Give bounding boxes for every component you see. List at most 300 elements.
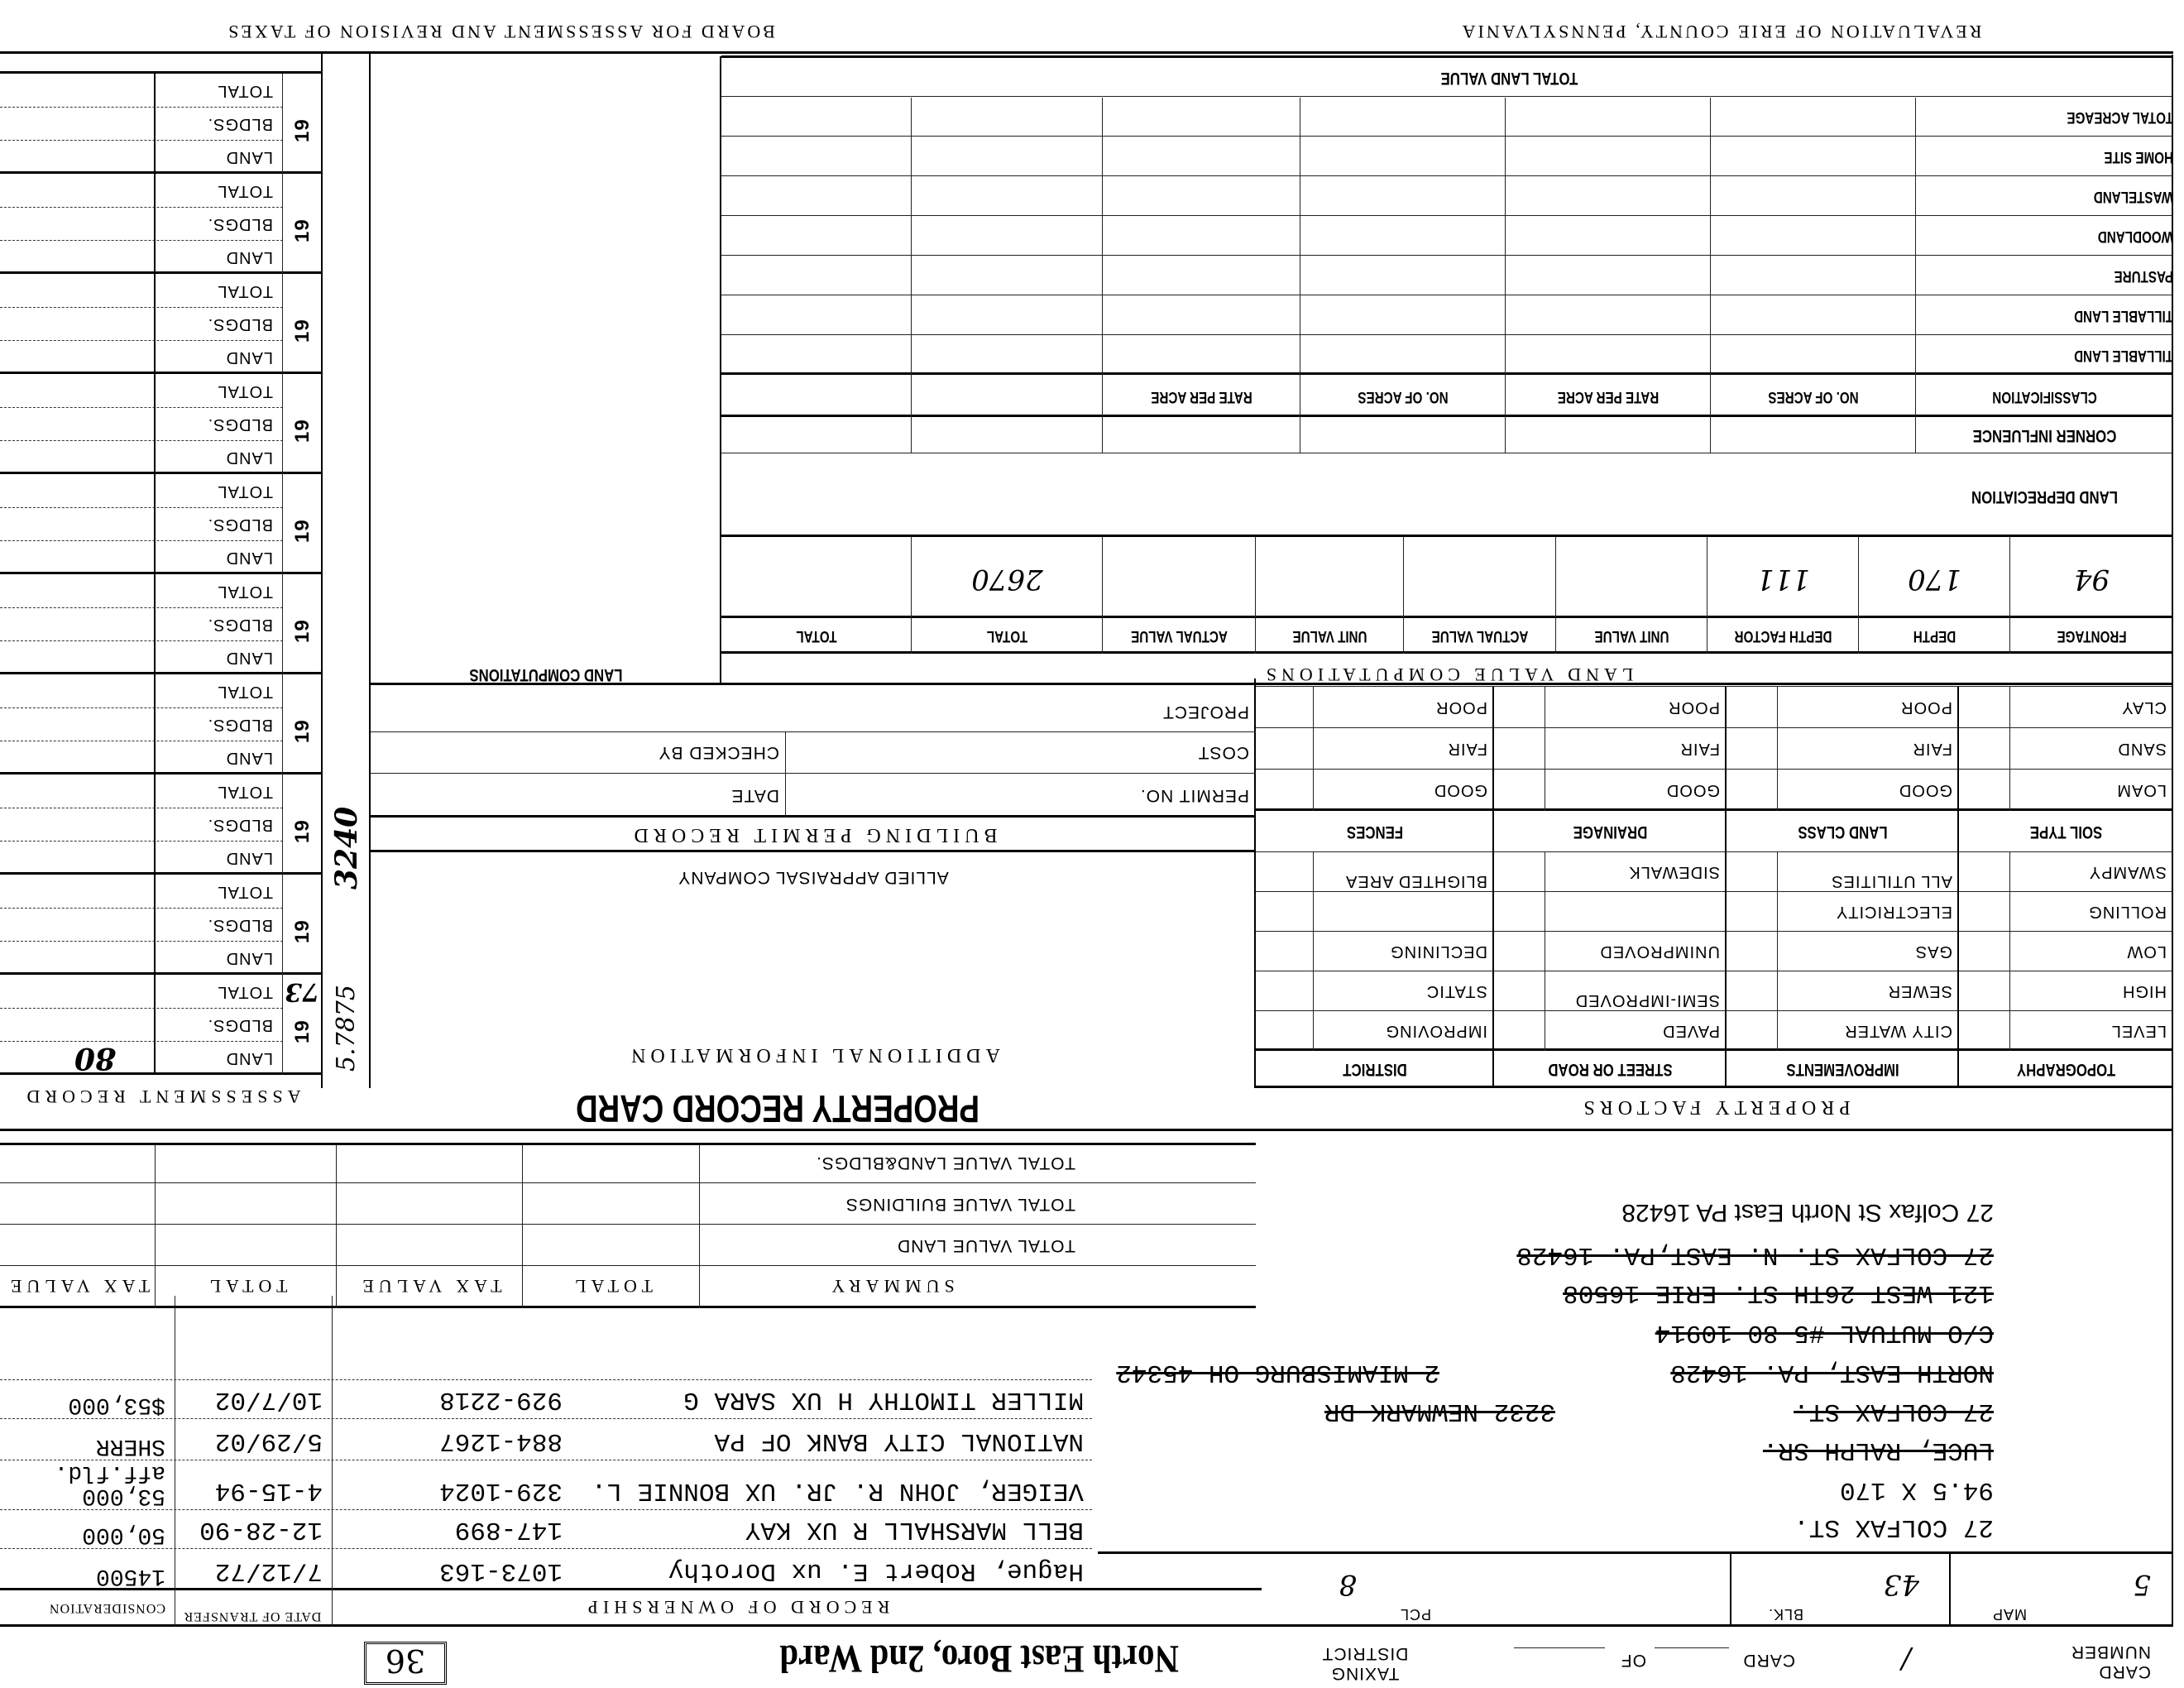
land-value-header: TOTAL <box>986 627 1028 645</box>
factor-checkbox[interactable] <box>1959 892 2010 932</box>
assessment-row-label: TOTAL <box>217 482 273 501</box>
factor-option: POOR <box>1900 698 1952 717</box>
land-depreciation-label: LAND DEPRECIATION <box>1971 487 2119 506</box>
assessment-value-cell[interactable] <box>0 375 156 408</box>
factor-option: DECLINING <box>1390 942 1487 961</box>
assessment-handwritten: 3240 <box>329 806 364 890</box>
land-value-entry <box>1412 546 1548 612</box>
classification-row-label: TILLABLE LAND <box>2074 347 2173 364</box>
assessment-row-label: TOTAL <box>217 883 273 901</box>
assessment-year-prefix: 19 <box>291 1019 314 1043</box>
property-factors-title: PROPERTY FACTORS <box>1578 1096 1851 1118</box>
land-value-title: LAND VALUE COMPUTATIONS <box>1261 664 1634 685</box>
consideration: 50,000 <box>82 1522 165 1547</box>
assessment-year-prefix: 19 <box>291 419 314 443</box>
factor-checkbox[interactable] <box>1727 687 1778 728</box>
factor-checkbox[interactable] <box>1727 932 1778 971</box>
factor-option: STATIC <box>1425 982 1487 1000</box>
rule-line <box>0 1509 1092 1510</box>
factor-option: SWAMPY <box>2088 863 2167 881</box>
assessment-value-cell[interactable] <box>0 675 156 708</box>
factor-option: GOOD <box>1898 781 1952 799</box>
checked-by-label: CHECKED BY <box>658 743 779 762</box>
assessment-handwritten: 73 <box>285 977 319 1006</box>
deed-book-page: 147-899 <box>454 1515 563 1544</box>
card-mark: / <box>1901 1642 1911 1676</box>
land-value-header: ACTUAL VALUE <box>1431 627 1529 645</box>
factor-option: CITY WATER <box>1844 1022 1952 1040</box>
assessment-year-prefix: 19 <box>291 919 314 943</box>
factor-option: FAIR <box>1912 740 1952 758</box>
assessment-row-label: LAND <box>225 1049 273 1067</box>
factor-checkbox[interactable] <box>1727 892 1778 932</box>
factor-checkbox[interactable] <box>1256 971 1314 1011</box>
rule-line <box>371 773 1256 774</box>
assessment-row-label: TOTAL <box>217 282 273 300</box>
assessment-row-label: LAND <box>225 649 273 667</box>
permit-no-label: PERMIT NO. <box>1139 786 1249 805</box>
assessment-value-cell[interactable] <box>0 842 156 875</box>
assessment-value-cell[interactable] <box>0 208 156 241</box>
rule-line <box>2009 537 2010 654</box>
rule-line <box>369 54 371 1088</box>
factor-option: ALL UTILITIES <box>1831 872 1952 890</box>
rule-line <box>321 54 323 1088</box>
assessment-value-cell[interactable] <box>0 808 156 842</box>
factor-option: POOR <box>1668 698 1720 717</box>
deed-book-page: 329-1024 <box>439 1476 563 1505</box>
assessment-value-cell[interactable] <box>0 108 156 141</box>
deed-book-page: 884-1267 <box>439 1427 563 1455</box>
assessment-row-label: LAND <box>225 849 273 867</box>
factor-checkbox[interactable] <box>1959 932 2010 971</box>
assessment-row-label: BLDGS. <box>207 716 273 734</box>
rule-line <box>1098 1551 2173 1554</box>
factor-option: GOOD <box>1433 781 1487 799</box>
rule-line <box>0 71 323 74</box>
factor-option: SEMI-IMPROVED <box>1574 991 1720 1009</box>
factor-option: FAIR <box>1447 740 1487 758</box>
factor-checkbox[interactable] <box>1256 728 1314 770</box>
rule-line <box>1514 1647 1605 1648</box>
consideration: 53,000 aff.fld. <box>54 1460 165 1508</box>
rule-line <box>1555 537 1556 654</box>
factor-option: POOR <box>1435 698 1487 717</box>
transfer-date: 5/29/02 <box>214 1427 323 1455</box>
factor-option: LEVEL <box>2110 1022 2167 1040</box>
assessment-value-cell[interactable] <box>0 308 156 341</box>
assessment-row-label: BLDGS. <box>207 315 273 333</box>
assessment-row-label: TOTAL <box>217 182 273 200</box>
factor-header: STREET OR ROAD <box>1548 1060 1673 1079</box>
rule-line <box>2009 687 2010 811</box>
factor-checkbox[interactable] <box>1494 728 1545 770</box>
assessment-value-cell[interactable] <box>0 141 156 174</box>
rule-line <box>282 74 283 1075</box>
rule-line <box>721 255 2173 256</box>
assessment-year-prefix: 19 <box>291 218 314 242</box>
land-value-header: DEPTH FACTOR <box>1734 627 1832 645</box>
rule-line <box>785 732 786 818</box>
classification-header: NO. OF ACRES <box>1768 388 1859 405</box>
pcl-label: PCL <box>1399 1606 1431 1623</box>
assessment-row-label: TOTAL <box>217 382 273 400</box>
rule-line <box>0 1265 1256 1266</box>
rule-line <box>0 1129 2173 1131</box>
summary-col-total: TOTAL <box>570 1276 653 1297</box>
assessment-row-label: TOTAL <box>217 683 273 701</box>
land-value-entry: 2670 <box>971 563 1043 596</box>
rule-line <box>0 51 2173 54</box>
rule-line <box>2009 852 2010 1051</box>
classification-row-label: TOTAL ACREAGE <box>2067 108 2173 126</box>
district-code-box: 36 <box>364 1642 447 1685</box>
factor-checkbox[interactable] <box>1959 770 2010 811</box>
transfer-date: 10/7/02 <box>214 1385 323 1414</box>
factor-header: FENCES <box>1346 822 1404 842</box>
rule-line <box>721 334 2173 335</box>
assessment-row-label: TOTAL <box>217 583 273 601</box>
rule-line <box>0 1418 1092 1419</box>
factor-header: IMPROVEMENTS <box>1786 1060 1899 1079</box>
factor-header: TOPOGRAPHY <box>2016 1060 2116 1079</box>
taxing-district: North East Boro, 2nd Ward <box>779 1637 1179 1681</box>
factor-checkbox[interactable] <box>1494 687 1545 728</box>
factor-checkbox[interactable] <box>1959 1011 2010 1051</box>
land-value-header: FRONTAGE <box>2057 627 2127 645</box>
rule-line <box>1858 537 1859 654</box>
rule-line <box>721 96 2173 97</box>
blk-label: BLK. <box>1767 1606 1803 1623</box>
factor-header: SOIL TYPE <box>2029 822 2103 842</box>
rule-line <box>0 1548 1092 1549</box>
factor-option: SAND <box>2117 740 2167 758</box>
deed-book-page: 1073-163 <box>439 1556 563 1585</box>
rule-line <box>0 1379 1092 1380</box>
assessment-handwritten: 5.7875 <box>332 985 361 1072</box>
owner-address-line: C/O MUTUAL #5-80-10914 <box>1655 1318 1994 1347</box>
transfer-date: 4-15-94 <box>214 1476 323 1505</box>
factor-option: GOOD <box>1665 781 1720 799</box>
assessment-value-cell[interactable] <box>0 74 156 108</box>
consideration: $53,000 <box>68 1392 165 1417</box>
assessment-value-cell[interactable] <box>0 1009 156 1042</box>
rule-line <box>721 372 2173 375</box>
rule-line <box>721 175 2173 176</box>
rule-line <box>154 74 156 1075</box>
assessment-value-cell[interactable] <box>0 175 156 208</box>
factor-checkbox[interactable] <box>1256 852 1314 892</box>
rule-line <box>371 731 1256 732</box>
factor-option: ELECTRICITY <box>1835 903 1952 921</box>
land-value-entry <box>730 546 903 612</box>
assessment-value-cell[interactable] <box>0 608 156 641</box>
rule-line <box>911 537 912 654</box>
assessment-row-label: LAND <box>225 749 273 767</box>
assessment-value-cell[interactable] <box>0 909 156 942</box>
permit-date-label: DATE <box>730 786 779 805</box>
classification-row-label: WOODLAND <box>2097 228 2173 245</box>
factor-option: GAS <box>1914 942 1952 961</box>
owner-name: MILLER TIMOTHY H UX SARA G <box>683 1385 1084 1414</box>
land-value-header: ACTUAL VALUE <box>1131 627 1228 645</box>
land-value-header: DEPTH <box>1913 627 1956 645</box>
factor-checkbox[interactable] <box>1494 932 1545 971</box>
rule-line <box>1957 852 1959 1088</box>
factor-checkbox[interactable] <box>1727 971 1778 1011</box>
assessment-value-cell[interactable] <box>0 241 156 274</box>
rule-line <box>1403 537 1404 654</box>
factor-checkbox[interactable] <box>1256 892 1314 932</box>
factor-checkbox[interactable] <box>1256 687 1314 728</box>
assessment-value-cell[interactable] <box>0 708 156 741</box>
assessment-row-label: TOTAL <box>217 783 273 801</box>
rule-line <box>1313 687 1314 811</box>
blk-value: 43 <box>1883 1568 1919 1601</box>
factor-checkbox[interactable] <box>1959 728 2010 770</box>
factor-checkbox[interactable] <box>1727 728 1778 770</box>
rule-line <box>1492 687 1494 852</box>
rule-line <box>721 55 2173 58</box>
summary-row-label: TOTAL VALUE BUILDINGS <box>845 1195 1075 1214</box>
factor-checkbox[interactable] <box>1494 852 1545 892</box>
assessment-row-label: BLDGS. <box>207 215 273 233</box>
assessment-value-cell[interactable] <box>0 942 156 975</box>
ownership-title: RECORD OF OWNERSHIP <box>582 1597 890 1618</box>
rule-line <box>1777 852 1778 1051</box>
factor-option: PAVED <box>1662 1022 1720 1040</box>
owner-address-line: LUCE, RALPH SR. <box>1762 1436 1994 1465</box>
factor-checkbox[interactable] <box>1959 687 2010 728</box>
rule-line <box>0 1182 1256 1183</box>
assessment-row-label: LAND <box>225 148 273 166</box>
summary-row-label: TOTAL VALUE LAND&BLDGS. <box>816 1153 1075 1172</box>
assessment-year-prefix: 19 <box>291 719 314 743</box>
summary-row-label: TOTAL VALUE LAND <box>897 1236 1075 1255</box>
factor-option: SEWER <box>1887 982 1952 1000</box>
classification-header: RATE PER ACRE <box>1151 388 1252 405</box>
assessment-row-label: LAND <box>225 248 273 266</box>
factor-header: DRAINAGE <box>1573 822 1648 842</box>
owner-address-line: 121 WEST 26TH ST. ERIE 16508 <box>1563 1278 1994 1307</box>
footer-left: REVALUATION OF ERIE COUNTY, PENNSYLVANIA <box>1459 22 1982 42</box>
summary-col-tax-value: TAX VALUE <box>357 1276 502 1297</box>
owner-address-line: 27 COLFAX ST. <box>1794 1397 1994 1426</box>
additional-info-title: ADDITIONAL INFORMATION <box>626 1044 1000 1066</box>
assessment-value-cell[interactable] <box>0 575 156 608</box>
classification-header: NO. OF ACRES <box>1358 388 1449 405</box>
factor-checkbox[interactable] <box>1959 971 2010 1011</box>
land-computations-title: LAND COMPUTATIONS <box>469 665 623 684</box>
assessment-year-prefix: 19 <box>291 819 314 843</box>
rule-line <box>332 1296 333 1627</box>
owner-name: VEIGER, JOHN R. JR. UX BONNIE L. <box>591 1476 1084 1505</box>
factor-checkbox[interactable] <box>1959 852 2010 892</box>
owner-address-line: NORTH EAST, PA. 16428 <box>1670 1358 1994 1387</box>
rule-line <box>1777 687 1778 811</box>
rule-line <box>0 1224 1256 1225</box>
project-label: PROJECT <box>1161 703 1249 722</box>
assessment-year-prefix: 19 <box>291 118 314 142</box>
rule-line <box>911 98 912 453</box>
factor-checkbox[interactable] <box>1494 971 1545 1011</box>
land-value-entry: 170 <box>1908 563 1961 596</box>
land-value-header: UNIT VALUE <box>1292 627 1367 645</box>
owner-address-line: 27 COLFAX ST. N. EAST,PA. 16428 <box>1516 1240 1994 1269</box>
assessment-row-label: TOTAL <box>217 82 273 100</box>
rule-line <box>1655 1647 1729 1648</box>
rule-line <box>1102 537 1103 654</box>
assessment-row-label: BLDGS. <box>207 1016 273 1034</box>
owner-name: Hague, Robert E. ux Dorothy <box>668 1556 1084 1585</box>
assessment-value-cell[interactable] <box>0 775 156 808</box>
assessment-value-cell[interactable] <box>0 875 156 909</box>
rule-line <box>1313 852 1314 1051</box>
summary-col-tax-value-2: TAX VALUE <box>5 1276 151 1297</box>
factor-option: LOAM <box>2116 781 2167 799</box>
assessment-row-label: BLDGS. <box>207 415 273 434</box>
assessment-value-cell[interactable] <box>0 475 156 508</box>
assessment-value-cell[interactable] <box>0 408 156 441</box>
page-title: PROPERTY RECORD CARD <box>576 1087 979 1130</box>
land-value-entry: 111 <box>1756 563 1810 596</box>
appraisal-company: ALLIED APPRAISAL COMPANY <box>678 868 949 887</box>
factor-checkbox[interactable] <box>1256 932 1314 971</box>
rule-line <box>1710 98 1711 453</box>
assessment-value-cell[interactable] <box>0 441 156 474</box>
factor-checkbox[interactable] <box>1727 852 1778 892</box>
factor-option: BLIGHTED AREA <box>1345 872 1487 890</box>
rule-line <box>1492 852 1494 1088</box>
assessment-row-label: LAND <box>225 949 273 967</box>
factor-option: LOW <box>2126 942 2167 961</box>
owner-address-line: 27 COLFAX ST. <box>1794 1513 1994 1542</box>
assessment-value-cell[interactable] <box>0 508 156 541</box>
taxing-district-label: TAXING DISTRICT <box>1321 1644 1409 1683</box>
assessment-row-label: LAND <box>225 448 273 467</box>
factor-option: HIGH <box>2122 982 2167 1000</box>
assessment-row-label: BLDGS. <box>207 616 273 634</box>
land-value-entry: 94 <box>2073 563 2110 596</box>
assessment-row-label: LAND <box>225 348 273 367</box>
rule-line <box>1505 98 1506 453</box>
assessment-year-prefix: 19 <box>291 319 314 343</box>
deed-book-page: 929-2218 <box>439 1385 563 1414</box>
rule-line <box>1730 1554 1731 1627</box>
rule-line <box>1949 1554 1951 1627</box>
assessment-year-prefix: 19 <box>291 619 314 643</box>
map-label: MAP <box>1991 1606 2027 1623</box>
assessment-value-cell[interactable] <box>0 341 156 374</box>
factor-checkbox[interactable] <box>1494 892 1545 932</box>
owner-address-line-extra: 2 MIAMISBURG OH 45342 <box>1116 1358 1439 1387</box>
classification-row-label: TILLABLE LAND <box>2074 307 2173 324</box>
rule-line <box>2172 55 2173 1627</box>
consideration-header: CONSIDERATION <box>49 1601 165 1615</box>
assessment-row-label: TOTAL <box>217 983 273 1001</box>
summary-title: SUMMARY <box>826 1276 955 1297</box>
transfer-date: 12-28-90 <box>199 1515 323 1544</box>
assessment-value-cell[interactable] <box>0 741 156 774</box>
assessment-handwritten: 80 <box>74 1041 116 1076</box>
factor-option <box>1547 892 1720 932</box>
consideration: SHERR <box>95 1433 165 1459</box>
date-of-transfer-header: DATE OF TRANSFER <box>183 1609 322 1623</box>
assessment-year-prefix: 19 <box>291 519 314 543</box>
rule-line <box>1255 537 1256 654</box>
of-label: OF <box>1620 1651 1646 1670</box>
assessment-row-label: LAND <box>225 549 273 567</box>
owner-name: BELL MARSHALL R UX KAY <box>745 1515 1084 1544</box>
building-permit-title: BUILDING PERMIT RECORD <box>629 824 998 846</box>
transfer-date: 7/12/72 <box>214 1556 323 1585</box>
land-value-header: TOTAL <box>796 627 837 645</box>
rule-line <box>1102 98 1103 453</box>
assessment-value-cell[interactable] <box>0 641 156 674</box>
owner-address-line-extra: 3232 NEWMARK DR <box>1324 1397 1555 1426</box>
assessment-title: ASSESSMENT RECORD <box>22 1086 301 1107</box>
rule-line <box>0 1624 1262 1627</box>
factor-option <box>1315 892 1487 932</box>
factor-checkbox[interactable] <box>1256 770 1314 811</box>
footer-right: BOARD FOR ASSESSMENT AND REVISION OF TAXES <box>226 22 775 42</box>
assessment-value-cell[interactable] <box>0 275 156 308</box>
land-value-entry <box>1564 546 1699 612</box>
factor-checkbox[interactable] <box>1494 770 1545 811</box>
factor-checkbox[interactable] <box>1727 770 1778 811</box>
corner-influence-label: CORNER INFLUENCE <box>1972 426 2117 445</box>
classification-row-label: HOME SITE <box>2104 148 2173 165</box>
map-value: 5 <box>2133 1568 2151 1601</box>
factor-option: SIDEWALK <box>1628 863 1720 881</box>
factor-option: ROLLING <box>2088 903 2167 921</box>
assessment-row-label: BLDGS. <box>207 816 273 834</box>
classification-header: RATE PER ACRE <box>1557 388 1660 405</box>
card-number-label: CARD NUMBER <box>2070 1642 2151 1681</box>
classification-header: CLASSIFICATION <box>1992 388 2097 405</box>
land-value-header: UNIT VALUE <box>1594 627 1669 645</box>
card-label: CARD <box>1742 1651 1795 1670</box>
consideration: 14500 <box>95 1563 165 1589</box>
factor-checkbox[interactable] <box>1494 1011 1545 1051</box>
summary-col-total-2: TOTAL <box>204 1276 288 1297</box>
rule-line <box>1725 687 1727 852</box>
owner-address-line: 27 Colfax St North East PA 16428 <box>1621 1199 1994 1226</box>
factor-checkbox[interactable] <box>1256 1011 1314 1051</box>
rule-line <box>721 535 2173 537</box>
assessment-value-cell[interactable] <box>0 541 156 574</box>
cost-label: COST <box>1197 743 1249 762</box>
assessment-row-label: BLDGS. <box>207 115 273 133</box>
factor-option: CLAY <box>2121 698 2167 717</box>
rule-line <box>1915 98 1916 453</box>
classification-row-label: WASTELAND <box>2093 188 2173 205</box>
factor-header: LAND CLASS <box>1798 822 1888 842</box>
factor-option: FAIR <box>1679 740 1720 758</box>
factor-header: DISTRICT <box>1343 1060 1407 1079</box>
factor-option: UNIMPROVED <box>1599 942 1720 961</box>
rule-line <box>0 1306 1256 1308</box>
land-value-entry <box>1264 546 1396 612</box>
total-land-value-label: TOTAL LAND VALUE <box>1440 69 1578 88</box>
assessment-value-cell[interactable] <box>0 976 156 1009</box>
rule-line <box>721 136 2173 137</box>
assessment-row-label: BLDGS. <box>207 516 273 534</box>
pcl-value: 8 <box>1339 1568 1357 1601</box>
rule-line <box>721 215 2173 216</box>
factor-checkbox[interactable] <box>1727 1011 1778 1051</box>
classification-row-label: PASTURE <box>2114 267 2173 285</box>
